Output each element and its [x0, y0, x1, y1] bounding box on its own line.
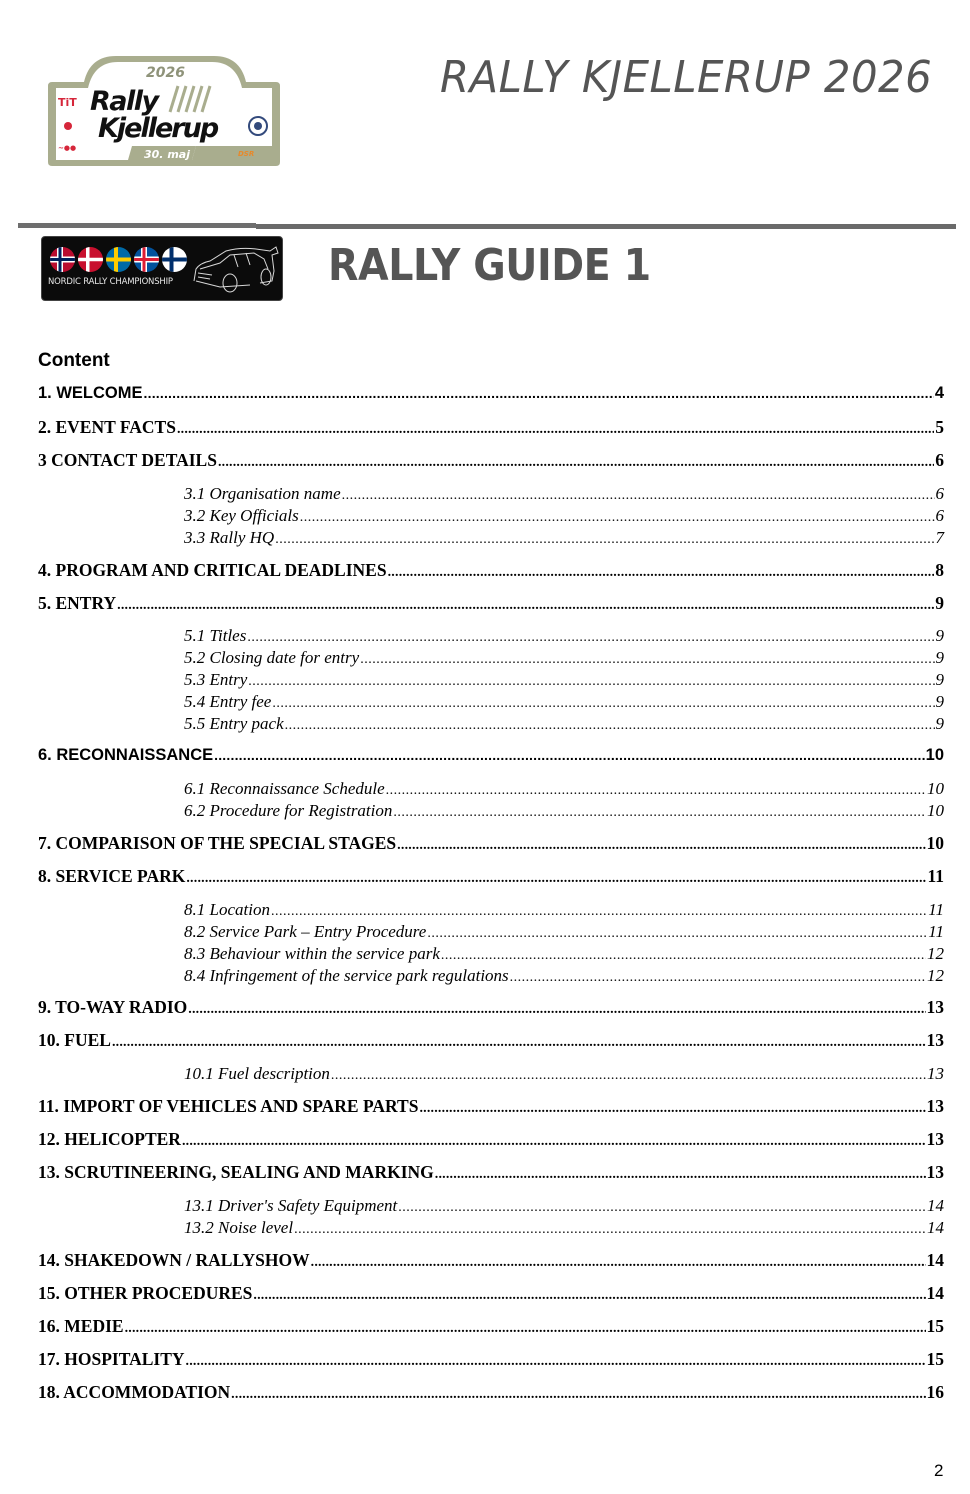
toc-leader-dots — [271, 900, 927, 920]
toc-entry-label: 5.4 Entry fee — [184, 692, 272, 711]
toc-leader-dots — [311, 1250, 926, 1271]
toc-leader-dots — [285, 714, 935, 734]
toc-leader-dots — [419, 1096, 925, 1117]
toc-leader-dots — [177, 417, 934, 438]
toc-entry-page: 6 — [935, 506, 944, 525]
guide-title: RALLY GUIDE 1 — [328, 240, 651, 291]
toc-entry-label: 10. FUEL — [38, 1030, 111, 1050]
toc-leader-dots — [272, 692, 934, 712]
toc-entry-label: 10.1 Fuel description — [184, 1064, 330, 1083]
badge-label: NORDIC RALLY CHAMPIONSHIP — [48, 277, 173, 287]
toc-leader-dots — [435, 1162, 926, 1183]
toc-entry-page: 10 — [926, 833, 944, 853]
toc-entry-label: 5. ENTRY — [38, 593, 117, 613]
toc-leader-dots — [360, 648, 934, 668]
toc-entry[interactable] — [38, 1283, 944, 1304]
finland-flag-icon — [162, 247, 187, 272]
toc-leader-dots — [218, 450, 934, 471]
toc-leader-dots — [247, 626, 934, 646]
denmark-flag-icon — [78, 247, 103, 272]
toc-entry-label: 4. PROGRAM AND CRITICAL DEADLINES — [38, 560, 387, 580]
toc-entry[interactable] — [38, 1129, 944, 1150]
toc-subentry[interactable] — [38, 484, 944, 504]
toc-entry-label: 12. HELICOPTER — [38, 1129, 181, 1149]
toc-entry-label: 13.2 Noise level — [184, 1218, 294, 1237]
toc-entry[interactable] — [38, 450, 944, 471]
toc-entry-page: 12 — [927, 966, 944, 985]
toc-entry-page: 9 — [935, 593, 944, 613]
toc-subentry[interactable] — [38, 626, 944, 646]
toc-leader-dots — [248, 670, 934, 690]
toc-entry-page: 9 — [935, 670, 944, 689]
toc-subentry[interactable] — [38, 1196, 944, 1216]
toc-heading: Content — [38, 350, 110, 371]
toc-subentry[interactable] — [38, 506, 944, 526]
toc-entry-label: 14. SHAKEDOWN / RALLYSHOW — [38, 1250, 310, 1270]
toc-entry-label: 5.3 Entry — [184, 670, 248, 689]
toc-entry-page: 6 — [935, 450, 944, 470]
toc-entry-label: 15. OTHER PROCEDURES — [38, 1283, 253, 1303]
toc-subentry[interactable] — [38, 1064, 944, 1084]
toc-entry-page: 13 — [926, 997, 944, 1017]
toc-entry-page: 13 — [926, 1162, 944, 1182]
rally-kjellerup-logo — [46, 52, 282, 168]
toc-leader-dots — [427, 922, 927, 942]
toc-entry[interactable] — [38, 1162, 944, 1183]
toc-entry-page: 9 — [935, 692, 944, 711]
toc-entry-page: 8 — [935, 560, 944, 580]
toc-entry-page: 10 — [927, 779, 944, 798]
toc-leader-dots — [397, 833, 925, 854]
toc-entry-label: 2. EVENT FACTS — [38, 417, 176, 437]
toc-entry-label: 5.2 Closing date for entry — [184, 648, 360, 667]
toc-leader-dots — [331, 1064, 926, 1084]
toc-entry-page: 4 — [934, 384, 944, 402]
toc-entry[interactable] — [38, 1316, 944, 1337]
toc-entry-page: 14 — [927, 1196, 944, 1215]
toc-entry-page: 10 — [925, 746, 944, 764]
toc-entry[interactable] — [38, 1349, 944, 1370]
toc-entry-page: 5 — [935, 417, 944, 437]
logo-year: 2026 — [146, 65, 185, 81]
toc-leader-dots — [388, 560, 935, 581]
toc-leader-dots — [253, 1283, 925, 1304]
toc-entry-label: 5.1 Titles — [184, 626, 247, 645]
toc-entry[interactable] — [38, 417, 944, 438]
toc-entry[interactable] — [38, 1030, 944, 1051]
toc-subentry[interactable] — [38, 1218, 944, 1238]
dsr-mark: DSR — [238, 150, 255, 158]
toc-entry-label: 3 CONTACT DETAILS — [38, 450, 217, 470]
toc-leader-dots — [231, 1382, 925, 1403]
toc-entry-label: 16. MEDIE — [38, 1316, 124, 1336]
toc-entry-label: 9. TO-WAY RADIO — [38, 997, 188, 1017]
toc-leader-dots — [214, 746, 925, 765]
toc-entry-page: 9 — [935, 714, 944, 733]
toc-entry-label: 8.1 Location — [184, 900, 270, 919]
toc-subentry[interactable] — [38, 670, 944, 690]
toc-entry-label: 6. RECONNAISSANCE — [38, 746, 214, 764]
page-number: 2 — [934, 1461, 944, 1480]
toc-entry-page: 16 — [926, 1382, 944, 1402]
toc-entry-label: 8.2 Service Park – Entry Procedure — [184, 922, 427, 941]
toc-entry-page: 11 — [927, 866, 944, 886]
toc-leader-dots — [398, 1196, 926, 1216]
toc-leader-dots — [393, 801, 926, 821]
toc-entry-page: 12 — [927, 944, 944, 963]
svg-text:~●●: ~●● — [58, 144, 77, 152]
toc-subentry[interactable] — [38, 779, 944, 799]
toc-entry-page: 14 — [927, 1218, 944, 1237]
logo-line1: Rally — [90, 86, 158, 117]
toc-entry[interactable] — [38, 866, 944, 887]
logo-line2: Kjellerup — [98, 113, 218, 144]
toc-subentry[interactable] — [38, 648, 944, 668]
toc-entry-page: 14 — [926, 1283, 944, 1303]
nordic-rally-championship-badge — [41, 236, 283, 301]
toc-leader-dots — [186, 866, 926, 887]
toc-entry-page: 13 — [927, 1064, 944, 1083]
svg-text:TiT: TiT — [58, 96, 77, 109]
toc-subentry[interactable] — [38, 528, 944, 548]
rally-car-icon — [190, 241, 280, 297]
toc-entry[interactable] — [38, 593, 944, 614]
club-emblem-icon — [249, 117, 267, 135]
toc-leader-dots — [275, 528, 934, 548]
header-divider-right — [256, 224, 956, 229]
toc-subentry[interactable] — [38, 801, 944, 821]
toc-leader-dots — [125, 1316, 926, 1337]
document-title: RALLY KJELLERUP 2026 — [440, 52, 933, 103]
toc-entry-page: 10 — [927, 801, 944, 820]
toc-entry[interactable] — [38, 1096, 944, 1117]
iceland-flag-icon — [134, 247, 159, 272]
sweden-flag-icon — [106, 247, 131, 272]
toc-leader-dots — [294, 1218, 926, 1238]
toc-entry-label: 6.1 Reconnaissance Schedule — [184, 779, 385, 798]
toc-entry[interactable] — [38, 746, 944, 765]
toc-entry-label: 7. COMPARISON OF THE SPECIAL STAGES — [38, 833, 397, 853]
toc-entry-label: 8. SERVICE PARK — [38, 866, 186, 886]
toc-subentry[interactable] — [38, 966, 944, 986]
toc-entry-page: 13 — [926, 1030, 944, 1050]
toc-entry[interactable] — [38, 384, 944, 403]
toc-entry[interactable] — [38, 997, 944, 1018]
toc-entry-page: 11 — [928, 922, 944, 941]
toc-entry-page: 13 — [926, 1129, 944, 1149]
toc-entry-page: 14 — [926, 1250, 944, 1270]
toc-entry-page: 9 — [935, 626, 944, 645]
toc-subentry[interactable] — [38, 900, 944, 920]
header-divider-left — [18, 223, 256, 228]
toc-subentry[interactable] — [38, 692, 944, 712]
toc-leader-dots — [188, 997, 925, 1018]
toc-entry-label: 18. ACCOMMODATION — [38, 1382, 231, 1402]
toc-entry-label: 5.5 Entry pack — [184, 714, 284, 733]
toc-leader-dots — [441, 944, 926, 964]
toc-leader-dots — [386, 779, 926, 799]
toc-leader-dots — [342, 484, 935, 504]
toc-leader-dots — [186, 1349, 926, 1370]
toc-entry[interactable] — [38, 1250, 944, 1271]
toc-subentry[interactable] — [38, 714, 944, 734]
toc-entry-page: 7 — [935, 528, 944, 547]
toc-leader-dots — [144, 384, 934, 403]
toc-entry-label: 13. SCRUTINEERING, SEALING AND MARKING — [38, 1162, 434, 1182]
toc-entry-label: 1. WELCOME — [38, 384, 143, 402]
toc-leader-dots — [117, 593, 934, 614]
toc-entry-label: 8.4 Infringement of the service park regulations — [184, 966, 509, 985]
toc-entry[interactable] — [38, 560, 944, 581]
toc-entry-label: 3.3 Rally HQ — [184, 528, 275, 547]
toc-subentry[interactable] — [38, 944, 944, 964]
toc-leader-dots — [300, 506, 935, 526]
toc-entry-page: 13 — [926, 1096, 944, 1116]
toc-entry[interactable] — [38, 833, 944, 854]
norway-flag-icon — [50, 247, 75, 272]
toc-entry-page: 15 — [926, 1349, 944, 1369]
toc-entry-label: 8.3 Behaviour within the service park — [184, 944, 440, 963]
toc-entry-label: 3.1 Organisation name — [184, 484, 341, 503]
toc-entry-page: 15 — [926, 1316, 944, 1336]
toc-entry-page: 11 — [928, 900, 944, 919]
toc-entry-page: 6 — [935, 484, 944, 503]
toc-entry[interactable] — [38, 1382, 944, 1403]
toc-entry-page: 9 — [935, 648, 944, 667]
toc-leader-dots — [182, 1129, 926, 1150]
toc-entry-label: 6.2 Procedure for Registration — [184, 801, 393, 820]
logo-date: 30. maj — [144, 148, 190, 161]
toc-entry-label: 3.2 Key Officials — [184, 506, 299, 525]
toc-entry-label: 13.1 Driver's Safety Equipment — [184, 1196, 398, 1215]
toc-leader-dots — [112, 1030, 926, 1051]
toc-subentry[interactable] — [38, 922, 944, 942]
toc-leader-dots — [510, 966, 926, 986]
toc-entry-label: 11. IMPORT OF VEHICLES AND SPARE PARTS — [38, 1096, 419, 1116]
toc-entry-label: 17. HOSPITALITY — [38, 1349, 185, 1369]
